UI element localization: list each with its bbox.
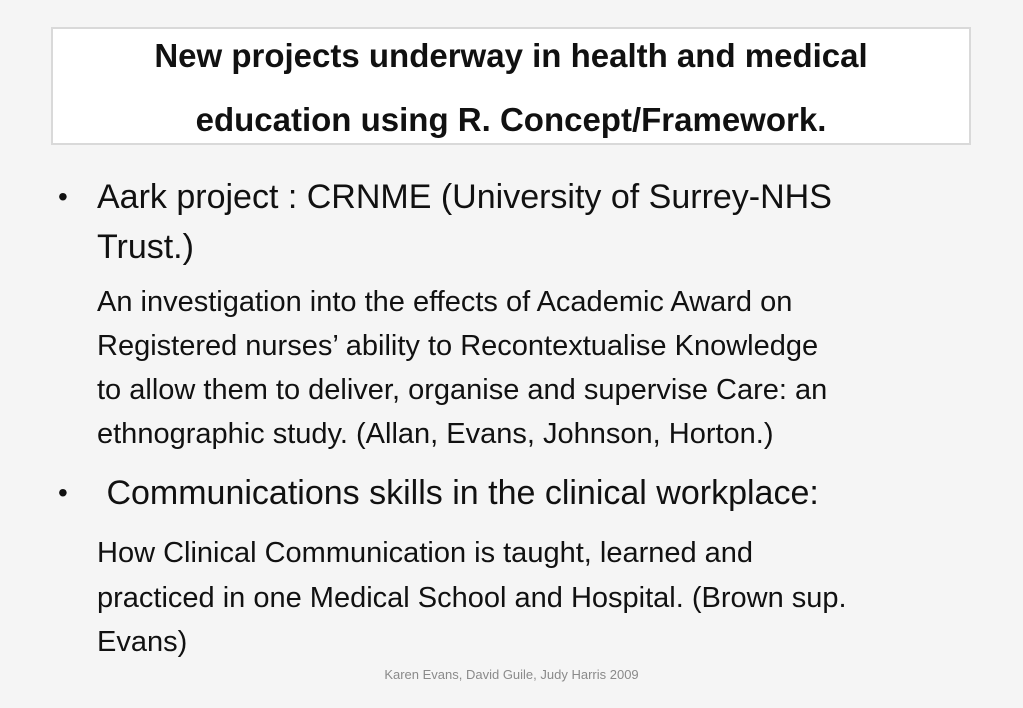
slide-title-line-2: education using R. Concept/Framework. [195,101,827,138]
bullet-heading-line-1: Aark project : CRNME (University of Surrey-NHS [97,178,832,216]
detail-line: to allow them to deliver, organise and supervise Care: an [97,374,828,406]
bullet-heading-line-2: Trust.) [97,228,194,266]
detail-line: practiced in one Medical School and Hospital. (Brown sup. [97,582,847,614]
bullet-icon: • [58,477,68,508]
slide-title-line-1: New projects underway in health and medical [154,37,868,74]
title-box [51,27,971,145]
footer-credit: Karen Evans, David Guile, Judy Harris 2009 [384,667,639,682]
detail-line: How Clinical Communication is taught, learned and [97,537,754,569]
bullet-icon: • [58,181,68,212]
bullet-heading-line-1: Communications skills in the clinical workplace: [97,474,819,512]
detail-line: An investigation into the effects of Academic Award on [97,286,793,318]
detail-line: ethnographic study. (Allan, Evans, Johnson, Horton.) [97,418,774,450]
detail-line: Evans) [97,626,188,658]
detail-line: Registered nurses’ ability to Recontextualise Knowledge [97,330,819,362]
